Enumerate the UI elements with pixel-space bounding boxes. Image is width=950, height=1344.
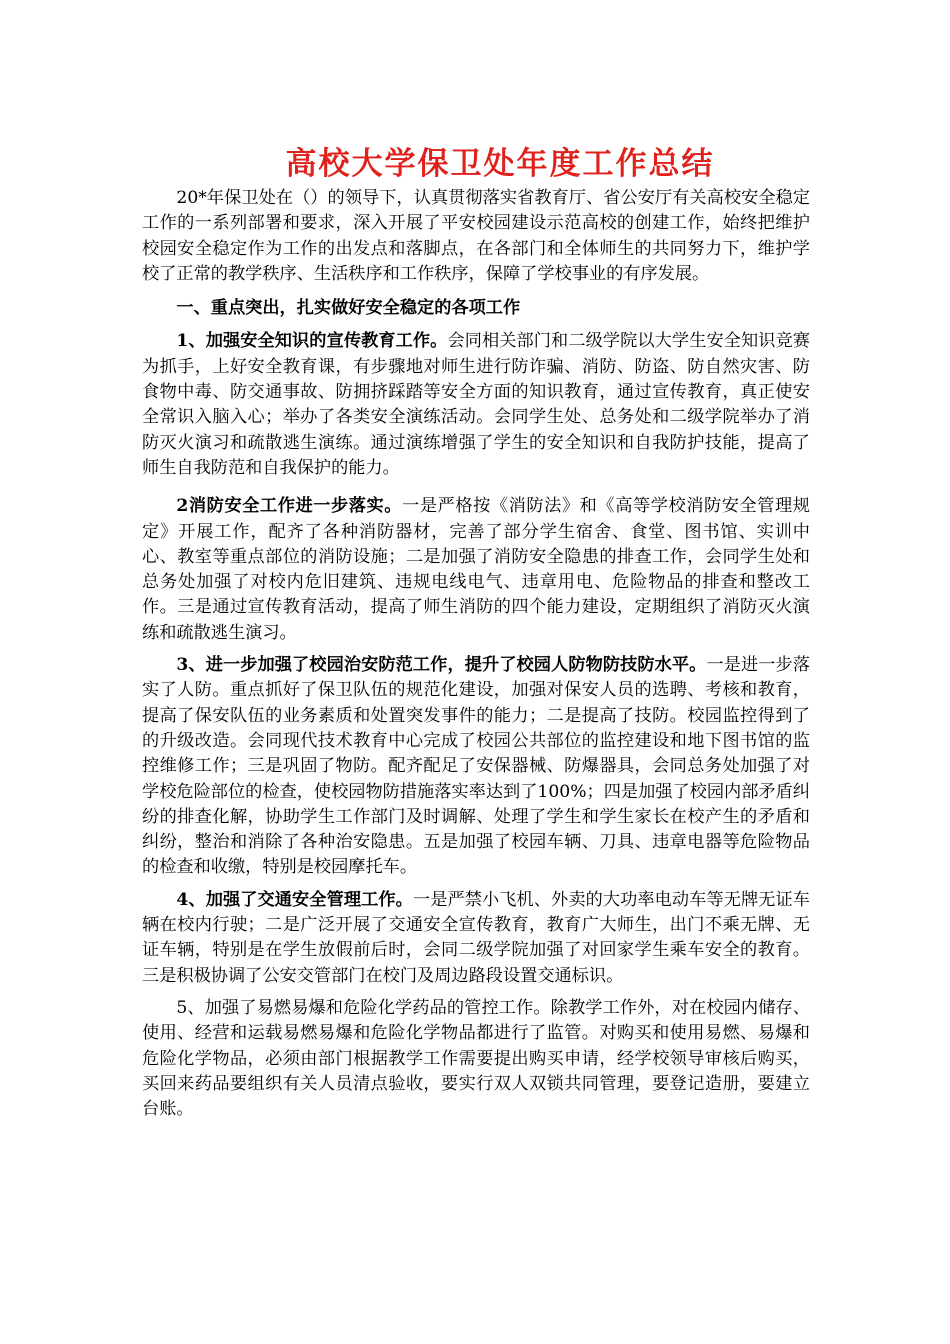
item-text-3: 一是进一步落实了人防。重点抓好了保卫队伍的规范化建设，加强对保安人员的选聘、考核和教育，提高了保安队伍的业务素质和处置突发事件的能力；二是提高了技防。校园监控得到了的升级改造。会同现代技术教育中心完成了校园公共部位的监控建设和地下图书馆的监控维修工作；三是巩固了物防。配齐配足了安保器械、防爆器具，会同总务处加强了对学校危险部位的检查，使校园物防措施落实率达到了100%；四是加强了校园内部矛盾纠纷的排查化解，协助学生工作部门及时调解、处理了学生和学生家长在校产生的矛盾和纠纷，整治和消除了各种治安隐患。五是加强了校园车辆、刀具、违章电器等危险物品的检查和收缴，特别是校园摩托车。 (142, 655, 810, 878)
item-text-4: 一是严禁小飞机、外卖的大功率电动车等无牌无证车辆在校内行驶；二是广泛开展了交通安全宣传教育，教育广大师生，出门不乘无牌、无证车辆，特别是在学生放假前后时，会同二级学院加强了对回家学生乘车安全的教育。三是积极协调了公安交管部门在校门及周边路段设置交通标识。 (142, 889, 810, 986)
item-heading-3: 3、进一步加强了校园治安防范工作，提升了校园人防物防技防水平。 (176, 655, 707, 676)
item-text-5: 5、加强了易燃易爆和危险化学药品的管控工作。除教学工作外，对在校园内储存、使用、经营和运载易燃易爆和危险化学物品都进行了监管。对购买和使用易燃、易爆和危险化学物品，必须由部门根据教学工作需要提出购买申请，经学校领导审核后购买，买回来药品要组织有关人员清点验收，要实行双人双锁共同管理，要登记造册，要建立台账。 (142, 997, 810, 1120)
item-paragraph-4 (142, 888, 810, 989)
item-paragraph-3 (142, 653, 810, 881)
item-paragraph-5 (142, 996, 810, 1122)
intro-paragraph: 20*年保卫处在（）的领导下，认真贯彻落实省教育厅、省公安厅有关高校安全稳定工作的一系列部署和要求，深入开展了平安校园建设示范高校的创建工作，始终把维护校园安全稳定作为工作的出发点和落脚点，在各部门和全体师生的共同努力下，维护学校了正常的教学秩序、生活秩序和工作秩序，保障了学校事业的有序发展。 (142, 188, 810, 284)
item-paragraph-1 (142, 329, 810, 481)
item-heading-2: 2消防安全工作进一步落实。 (176, 496, 403, 517)
document-title: 高校大学保卫处年度工作总结 (285, 146, 715, 182)
item-heading-1: 1、加强安全知识的宣传教育工作。 (176, 331, 448, 352)
item-text-1: 会同相关部门和二级学院以大学生安全知识竞赛为抓手，上好安全教育课，有步骤地对师生进行防诈骗、消防、防盗、防自然灾害、防食物中毒、防交通事故、防拥挤踩踏等安全方面的知识教育，通过宣传教育，真正使安全常识入脑入心；举办了各类安全演练活动。会同学生处、总务处和二级学院举办了消防灭火演习和疏散逃生演练。通过演练增强了学生的安全知识和自我防护技能，提高了师生自我防范和自我保护的能力。 (142, 331, 810, 478)
section-heading: 一、重点突出，扎实做好安全稳定的各项工作 (176, 298, 521, 319)
document-body (142, 186, 810, 1122)
item-paragraph-2 (142, 494, 810, 646)
item-text-2: 一是严格按《消防法》和《高等学校消防安全管理规定》开展工作，配齐了各种消防器材，完善了部分学生宿舍、食堂、图书馆、实训中心、教室等重点部位的消防设施；二是加强了消防安全隐患的排查工作，会同学生处和总务处加强了对校内危旧建筑、违规电线电气、违章用电、危险物品的排查和整改工作。三是通过宣传教育活动，提高了师生消防的四个能力建设，定期组织了消防灭火演练和疏散逃生演习。 (142, 496, 810, 643)
item-heading-4: 4、加强了交通安全管理工作。 (176, 889, 413, 910)
